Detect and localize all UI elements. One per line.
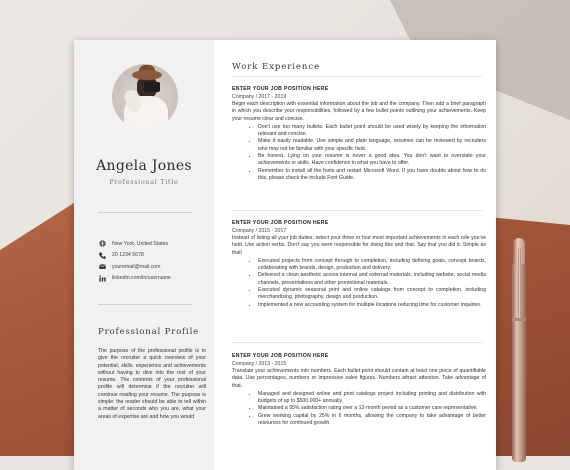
divider xyxy=(232,342,482,343)
job-bullets xyxy=(232,258,486,309)
email-icon xyxy=(99,263,106,270)
job-bullet: • Managed and designed online and print catalogs project including printing and distribution with budgets of up to $500.000+ annually. xyxy=(258,391,486,406)
job-title: ENTER YOUR JOB POSITION HERE xyxy=(232,353,329,359)
contact-location-text: New York, United States xyxy=(112,240,168,247)
job-bullet: • Implemented a new accounting system for multiple locations reducing time for customer inquiries. xyxy=(258,302,486,309)
pen-clip xyxy=(518,248,521,318)
job-meta: Company / 2017 - 2019 xyxy=(232,94,287,100)
phone-icon xyxy=(99,252,106,259)
resume-name: Angela Jones xyxy=(96,158,192,174)
profile-text: The purpose of the professional profile is to give the recruiter a quick overview of your potential, skills, experience and achievements without having to dive into the rest of your resume. The contents of your professional profile will determine if the recruiter will continue reading your resume. The purpose is simple: the reader should be able to tell within a matter of seconds who you are, what your areas of expertise are and how you would xyxy=(98,348,206,420)
profile-heading: Professional Profile xyxy=(98,327,200,337)
job-bullet: • Make it easily readable. Use simple and plain language, resumes can be reviewed by recruiters who may not be familiar with your specific field. xyxy=(258,138,486,153)
contact-location xyxy=(99,238,209,250)
divider xyxy=(232,210,482,211)
contact-phone-text: 20 1234 5678 xyxy=(112,252,144,259)
divider xyxy=(98,212,192,213)
contact-linkedin-text: linkedin.com/in/username xyxy=(112,275,171,282)
job-title: ENTER YOUR JOB POSITION HERE xyxy=(232,220,329,226)
job-bullets xyxy=(232,124,486,182)
divider xyxy=(98,304,192,305)
job-description: Instead of listing all your job duties, select your three or four most important achievements in each role you've held. Use action verbs. Don't say you were responsible for doing this and that. Say that you did it. Simple as that! xyxy=(232,235,486,256)
contact-linkedin xyxy=(99,273,209,285)
contact-phone xyxy=(99,250,209,262)
linkedin-icon xyxy=(99,275,106,282)
profile-photo xyxy=(112,64,178,130)
contact-email-text: youremail@mail.com xyxy=(112,263,161,270)
resume-title: Professional Title xyxy=(109,179,179,186)
job-title: ENTER YOUR JOB POSITION HERE xyxy=(232,86,329,92)
experience-heading: Work Experience xyxy=(232,62,321,72)
job-bullet: • Delivered a clean aesthetic across internal and external materials, including website, social media channels, presentations and other promotional materials. xyxy=(258,272,486,287)
job-bullet: • Don't use too many bullets. Each bullet point should be used wisely by keeping the information relevant and concise. xyxy=(258,124,486,139)
job-meta: Company / 2015 - 2017 xyxy=(232,228,287,234)
job-bullets xyxy=(232,391,486,427)
job-description: Begin each description with essential information about the job and the company. Then add a brief paragraph in which you describe your responsibilities, followed by a few bullet points outlining your achievements. Keep your resume clear and concise. xyxy=(232,101,486,122)
resume-main xyxy=(214,40,496,470)
camera-icon xyxy=(144,82,160,92)
job-bullet: • Executed projects from concept through to completion, including defining goals, concept boards, collaborating with brands, design, production and delivery. xyxy=(258,258,486,273)
job-entry xyxy=(232,220,486,309)
job-description: Translate your achievements into numbers. Each bullet point should contain at least one piece of quantifiable data. Use percentages, numbers or impressive sales figures. Numbers attract attention. Take advantage of that. xyxy=(232,368,486,389)
resume-sidebar xyxy=(74,40,214,470)
job-bullet: • Executed dynamic seasonal print and online catalogs from concept to completion, including merchandising, photography, design and production. xyxy=(258,287,486,302)
job-meta: Company / 2013 - 2015 xyxy=(232,361,287,367)
pen-band xyxy=(512,318,526,321)
contact-email xyxy=(99,261,209,273)
job-entry xyxy=(232,353,486,427)
photo-hat xyxy=(132,70,162,80)
job-bullet: • Be honest. Lying on your resume is never a good idea. You don't want to overstate your achievements or skills. Have confidence in what you have to offer. xyxy=(258,153,486,168)
job-bullet: • Maintained a 95% satisfaction rating over a 12-month period as a customer care representative. xyxy=(258,405,486,412)
resume-page xyxy=(74,40,496,470)
contact-list xyxy=(99,238,209,284)
job-entry xyxy=(232,86,486,182)
divider xyxy=(232,76,482,77)
globe-icon xyxy=(99,240,106,247)
job-bullet: • Remember to install all the fonts and restart Microsoft Word. If you have doubts about how to do this, please check the include Font Guide. xyxy=(258,168,486,183)
job-bullet: • Grew working capital by 25% in 6 months, allowing the company to take advantage of better resources for continued growth. xyxy=(258,413,486,428)
